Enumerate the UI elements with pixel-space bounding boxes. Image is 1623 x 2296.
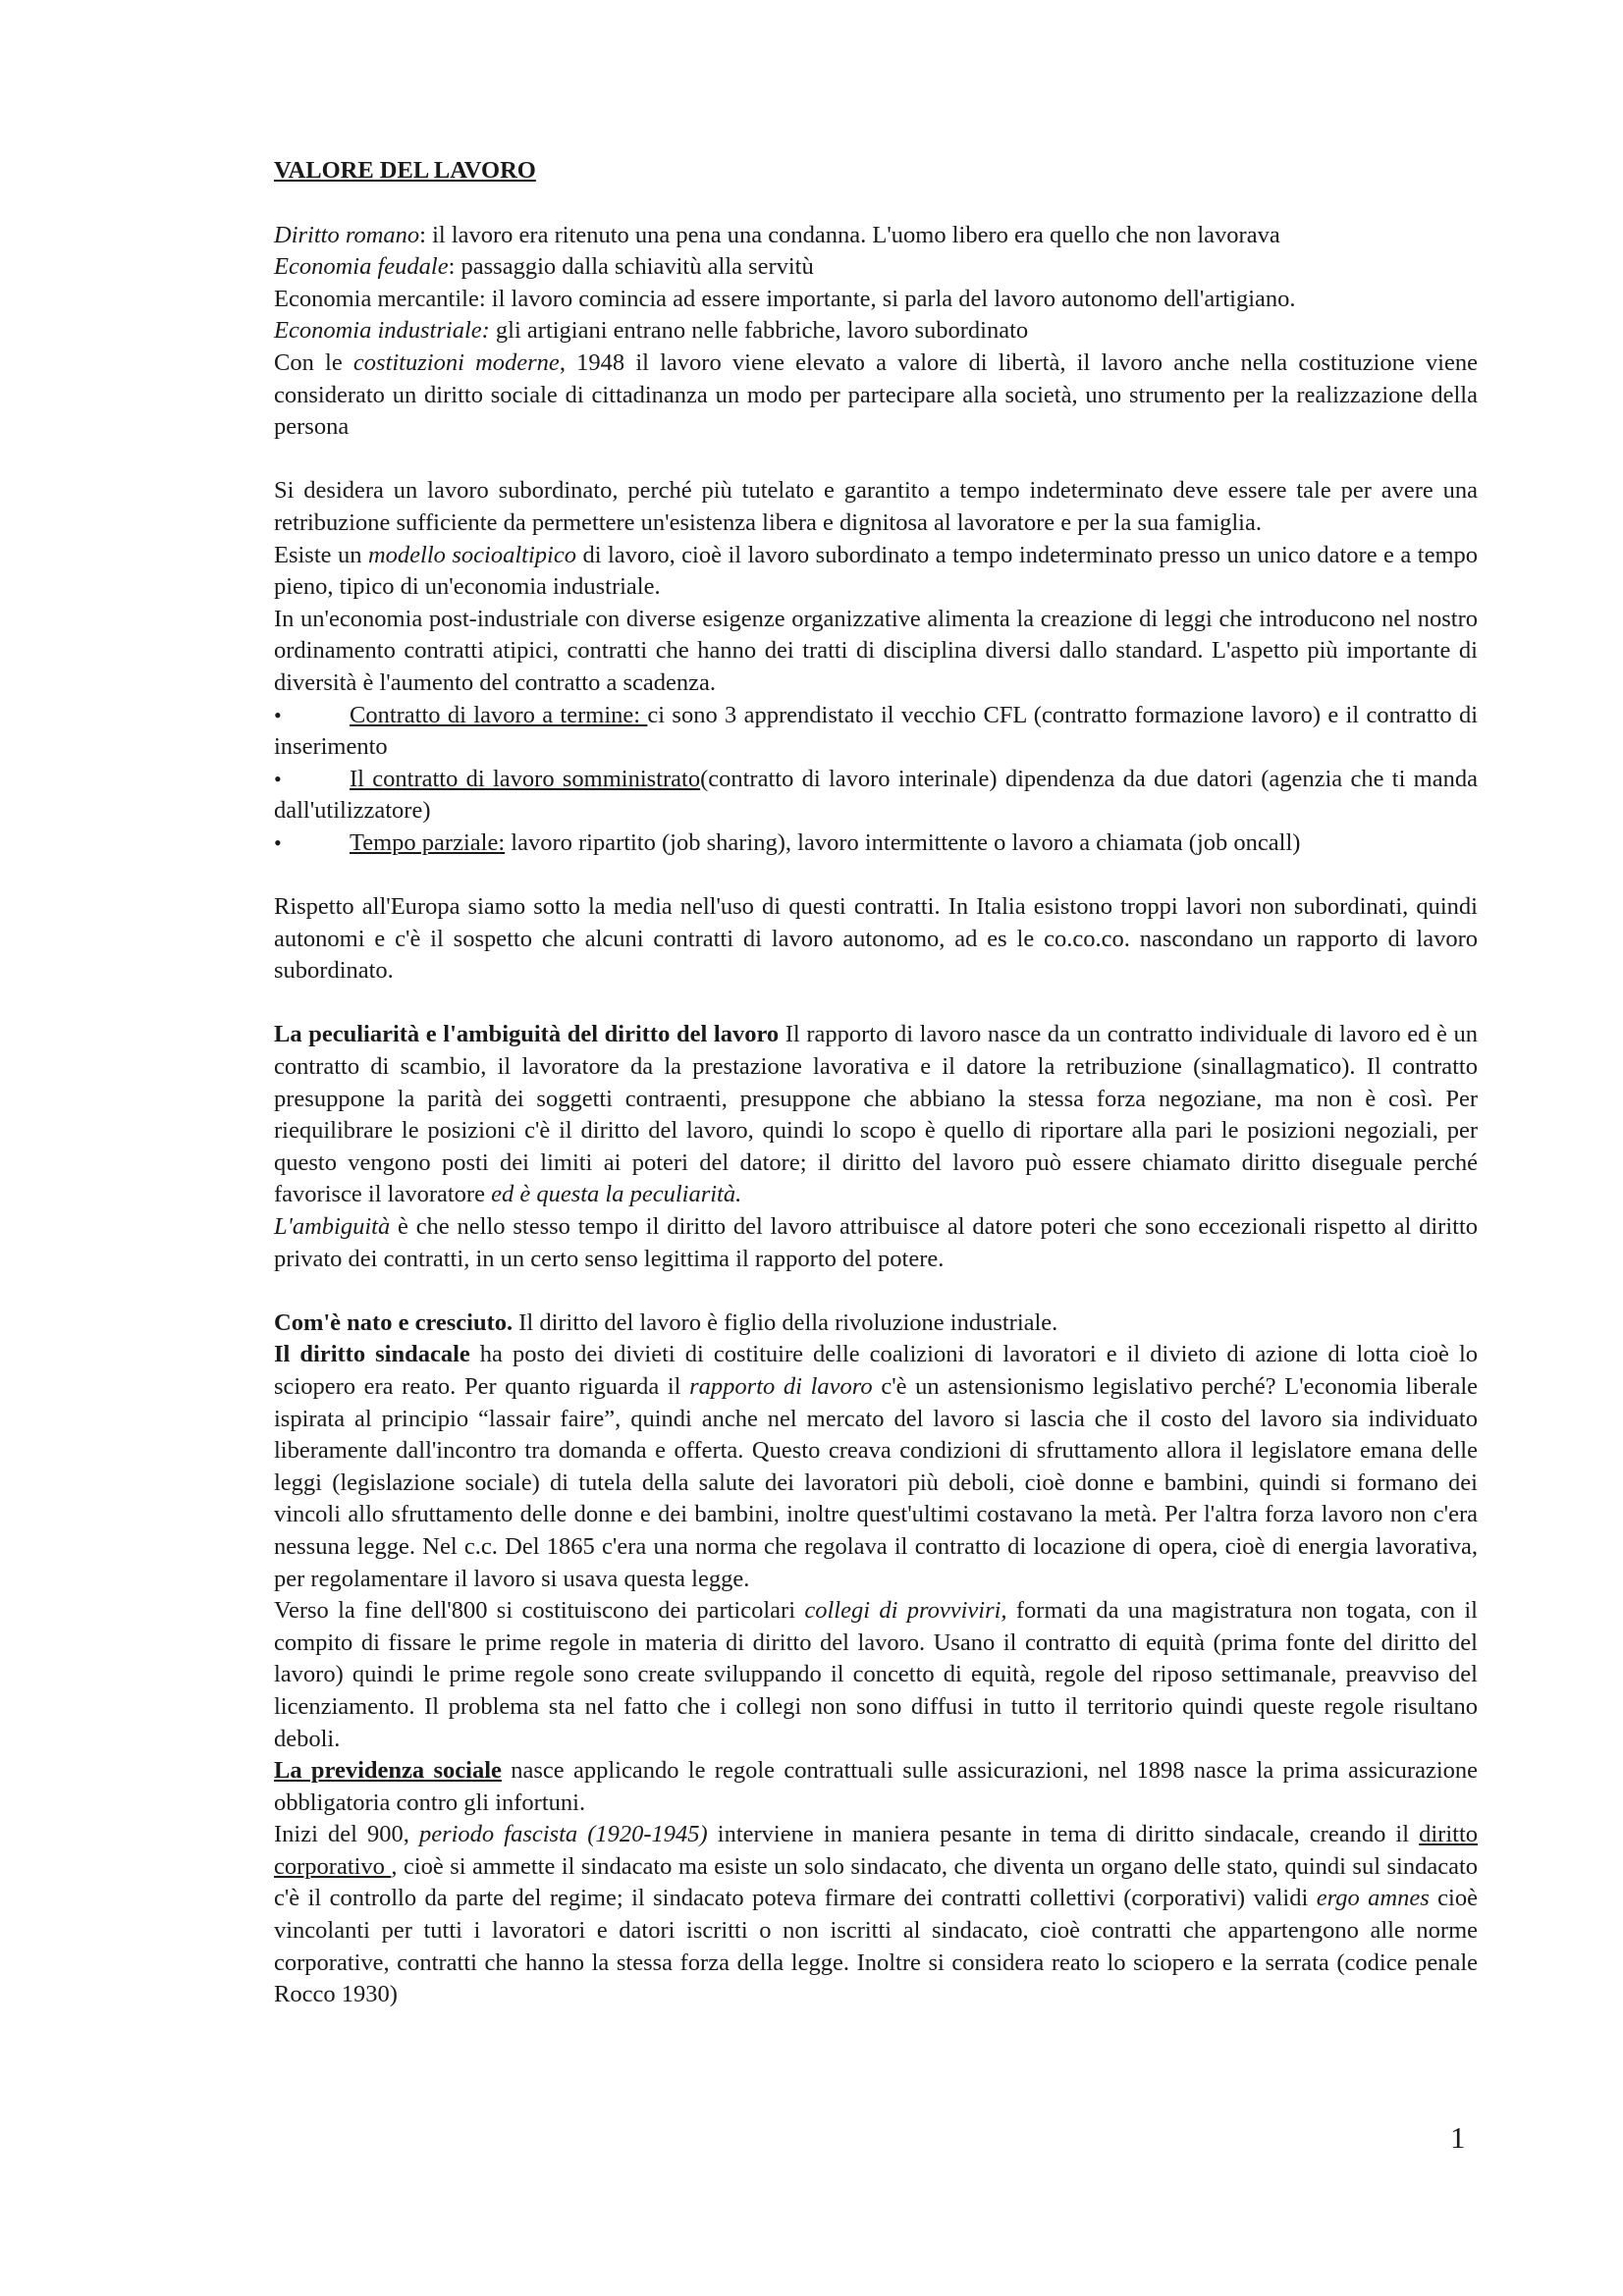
paragraph-post-industrial: In un'economia post-industriale con diverse esigenze organizzative alimenta la creazione di leggi che introducono nel nostro ordinamento contratti atipici, contratti che hanno dei tratti di disciplina diversi dallo standard. L'aspetto più importante di diversità è l'aumento del contratto a scadenza.: [274, 605, 1478, 696]
document-title: VALORE DEL LAVORO: [274, 157, 536, 184]
bullet-icon: •: [274, 766, 282, 791]
document-body: [274, 155, 1478, 2011]
list-item-part-time: • Tempo parziale: lavoro ripartito (job sharing), lavoro intermittente o lavoro a chiamata (job oncall): [274, 828, 1478, 860]
list-item-fixed-term: • Contratto di lavoro a termine: ci sono 3 apprendistato il vecchio CFL (contratto formazione lavoro) e il contratto di inserimento: [274, 701, 1478, 761]
paragraph-peculiarity: La peculiarità e l'ambiguità del diritto del lavoro Il rapporto di lavoro nasce da un contratto individuale di lavoro ed è un contratto di scambio, il lavoratore da la prestazione lavorativa e il datore la retribuzione (sinallagmatico). Il contratto presuppone la parità dei soggetti contraenti, presuppone che abbiano la stessa forza negoziane, ma non è così. Per riequilibrare le posizioni c'è il diritto del lavoro, quindi lo scopo è quello di riportare alla pari le posizioni negoziali, per questo vengono posti dei limiti ai poteri del datore; il diritto del lavoro può essere chiamato diritto diseguale perché favorisce il lavoratore ed è questa la peculiarità.: [274, 1021, 1479, 1208]
paragraph-modern-constitutions: Con le costituzioni moderne, 1948 il lavoro viene elevato a valore di libertà, il lavoro anche nella costituzione viene considerato un diritto sociale di cittadinanza un modo per partecipare alla società, uno strumento per la realizzazione della persona: [274, 348, 1478, 441]
paragraph-europe-comparison: Rispetto all'Europa siamo sotto la media nell'uso di questi contratti. In Italia esistono troppi lavori non subordinati, quindi autonomi e c'è il sospetto che alcuni contratti di lavoro autonomo, ad es le co.co.co. nascondano un rapporto di lavoro subordinato.: [274, 893, 1478, 985]
bullet-icon: •: [274, 702, 282, 727]
paragraph-origin: Com'è nato e cresciuto. Il diritto del lavoro è figlio della rivoluzione industriale.: [274, 1308, 1058, 1336]
paragraph-sociotypical-model: Esiste un modello socioaltipico di lavoro, cioè il lavoro subordinato a tempo indeterminato presso un unico datore e a tempo pieno, tipico di un'economia industriale.: [274, 541, 1479, 601]
paragraph-industrial-economy: Economia industriale: gli artigiani entrano nelle fabbriche, lavoro subordinato: [274, 317, 1029, 345]
paragraph-subordinate-work: Si desidera un lavoro subordinato, perché più tutelato e garantito a tempo indeterminato deve essere tale per avere una retribuzione sufficiente da permettere un'esistenza libera e dignitosa al lavoratore e per la sua famiglia.: [274, 477, 1478, 536]
paragraph-probiviri: Verso la fine dell'800 si costituiscono dei particolari collegi di provviviri, formati da una magistratura non togata, con il compito di fissare le prime regole in materia di diritto del lavoro. Usano il contratto di equità (prima fonte del diritto del lavoro) quindi le prime regole sono create sviluppando il concetto di equità, regole del riposo settimanale, preavviso del licenziamento. Il problema sta nel fatto che i collegi non sono diffusi in tutto il territorio quindi queste regole risultano deboli.: [274, 1597, 1478, 1752]
paragraph-feudal-economy: Economia feudale: passaggio dalla schiavitù alla servitù: [274, 253, 814, 281]
bullet-icon: •: [274, 829, 282, 855]
page-number: 1: [1450, 2120, 1466, 2155]
list-item-agency-work: • Il contratto di lavoro somministrato(contratto di lavoro interinale) dipendenza da due datori (agenzia che ti manda dall'utilizzatore): [274, 765, 1478, 825]
paragraph-union-law: Il diritto sindacale ha posto dei divieti di costituire delle coalizioni di lavoratori e il divieto di azione di lotta cioè lo sciopero era reato. Per quanto riguarda il rapporto di lavoro c'è un astensionismo legislativo perché? L'economia liberale ispirata al principio “lassair faire”, quindi anche nel mercato del lavoro si lascia che il costo del lavoro sia individuato liberamente dall'incontro tra domanda e offerta. Questo creava condizioni di sfruttamento allora il legislatore emana delle leggi (legislazione sociale) di tutela della salute dei lavoratori più deboli, cioè donne e bambini, quindi si formano dei vincoli allo sfruttamento delle donne e dei bambini, inoltre quest'ultimi costavano la metà. Per l'altra forza lavoro non c'era nessuna legge. Nel c.c. Del 1865 c'era una norma che regolava il contratto di locazione di opera, cioè di energia lavorativa, per regolamentare il lavoro si usava questa legge.: [274, 1341, 1479, 1592]
paragraph-fascist-period: Inizi del 900, periodo fascista (1920-1945) interviene in maniera pesante in tema di diritto sindacale, creando il diritto corporativo , cioè si ammette il sindacato ma esiste un solo sindacato, che diventa un organo delle stato, quindi sul sindacato c'è il controllo da parte del regime; il sindacato poteva firmare dei contratti collettivi (corporativi) validi ergo amnes cioè vincolanti per tutti i lavoratori e datori iscritti o non iscritti al sindacato, cioè contratti che appartengono alle norme corporative, contratti che hanno la stessa forza della legge. Inoltre si considera reato lo sciopero e la serrata (codice penale Rocco 1930): [274, 1821, 1479, 2008]
paragraph-roman-law: Diritto romano: il lavoro era ritenuto una pena una condanna. L'uomo libero era quello che non lavorava: [274, 221, 1280, 248]
paragraph-social-security: La previdenza sociale nasce applicando le regole contrattuali sulle assicurazioni, nel 1898 nasce la prima assicurazione obbligatoria contro gli infortuni.: [274, 1757, 1479, 1816]
paragraph-ambiguity: L'ambiguità è che nello stesso tempo il diritto del lavoro attribuisce al datore poteri che sono eccezionali rispetto al diritto privato dei contratti, in un certo senso legittima il rapporto del potere.: [274, 1213, 1478, 1272]
paragraph-mercantile-economy: Economia mercantile: il lavoro comincia ad essere importante, si parla del lavoro autonomo dell'artigiano.: [274, 285, 1296, 312]
